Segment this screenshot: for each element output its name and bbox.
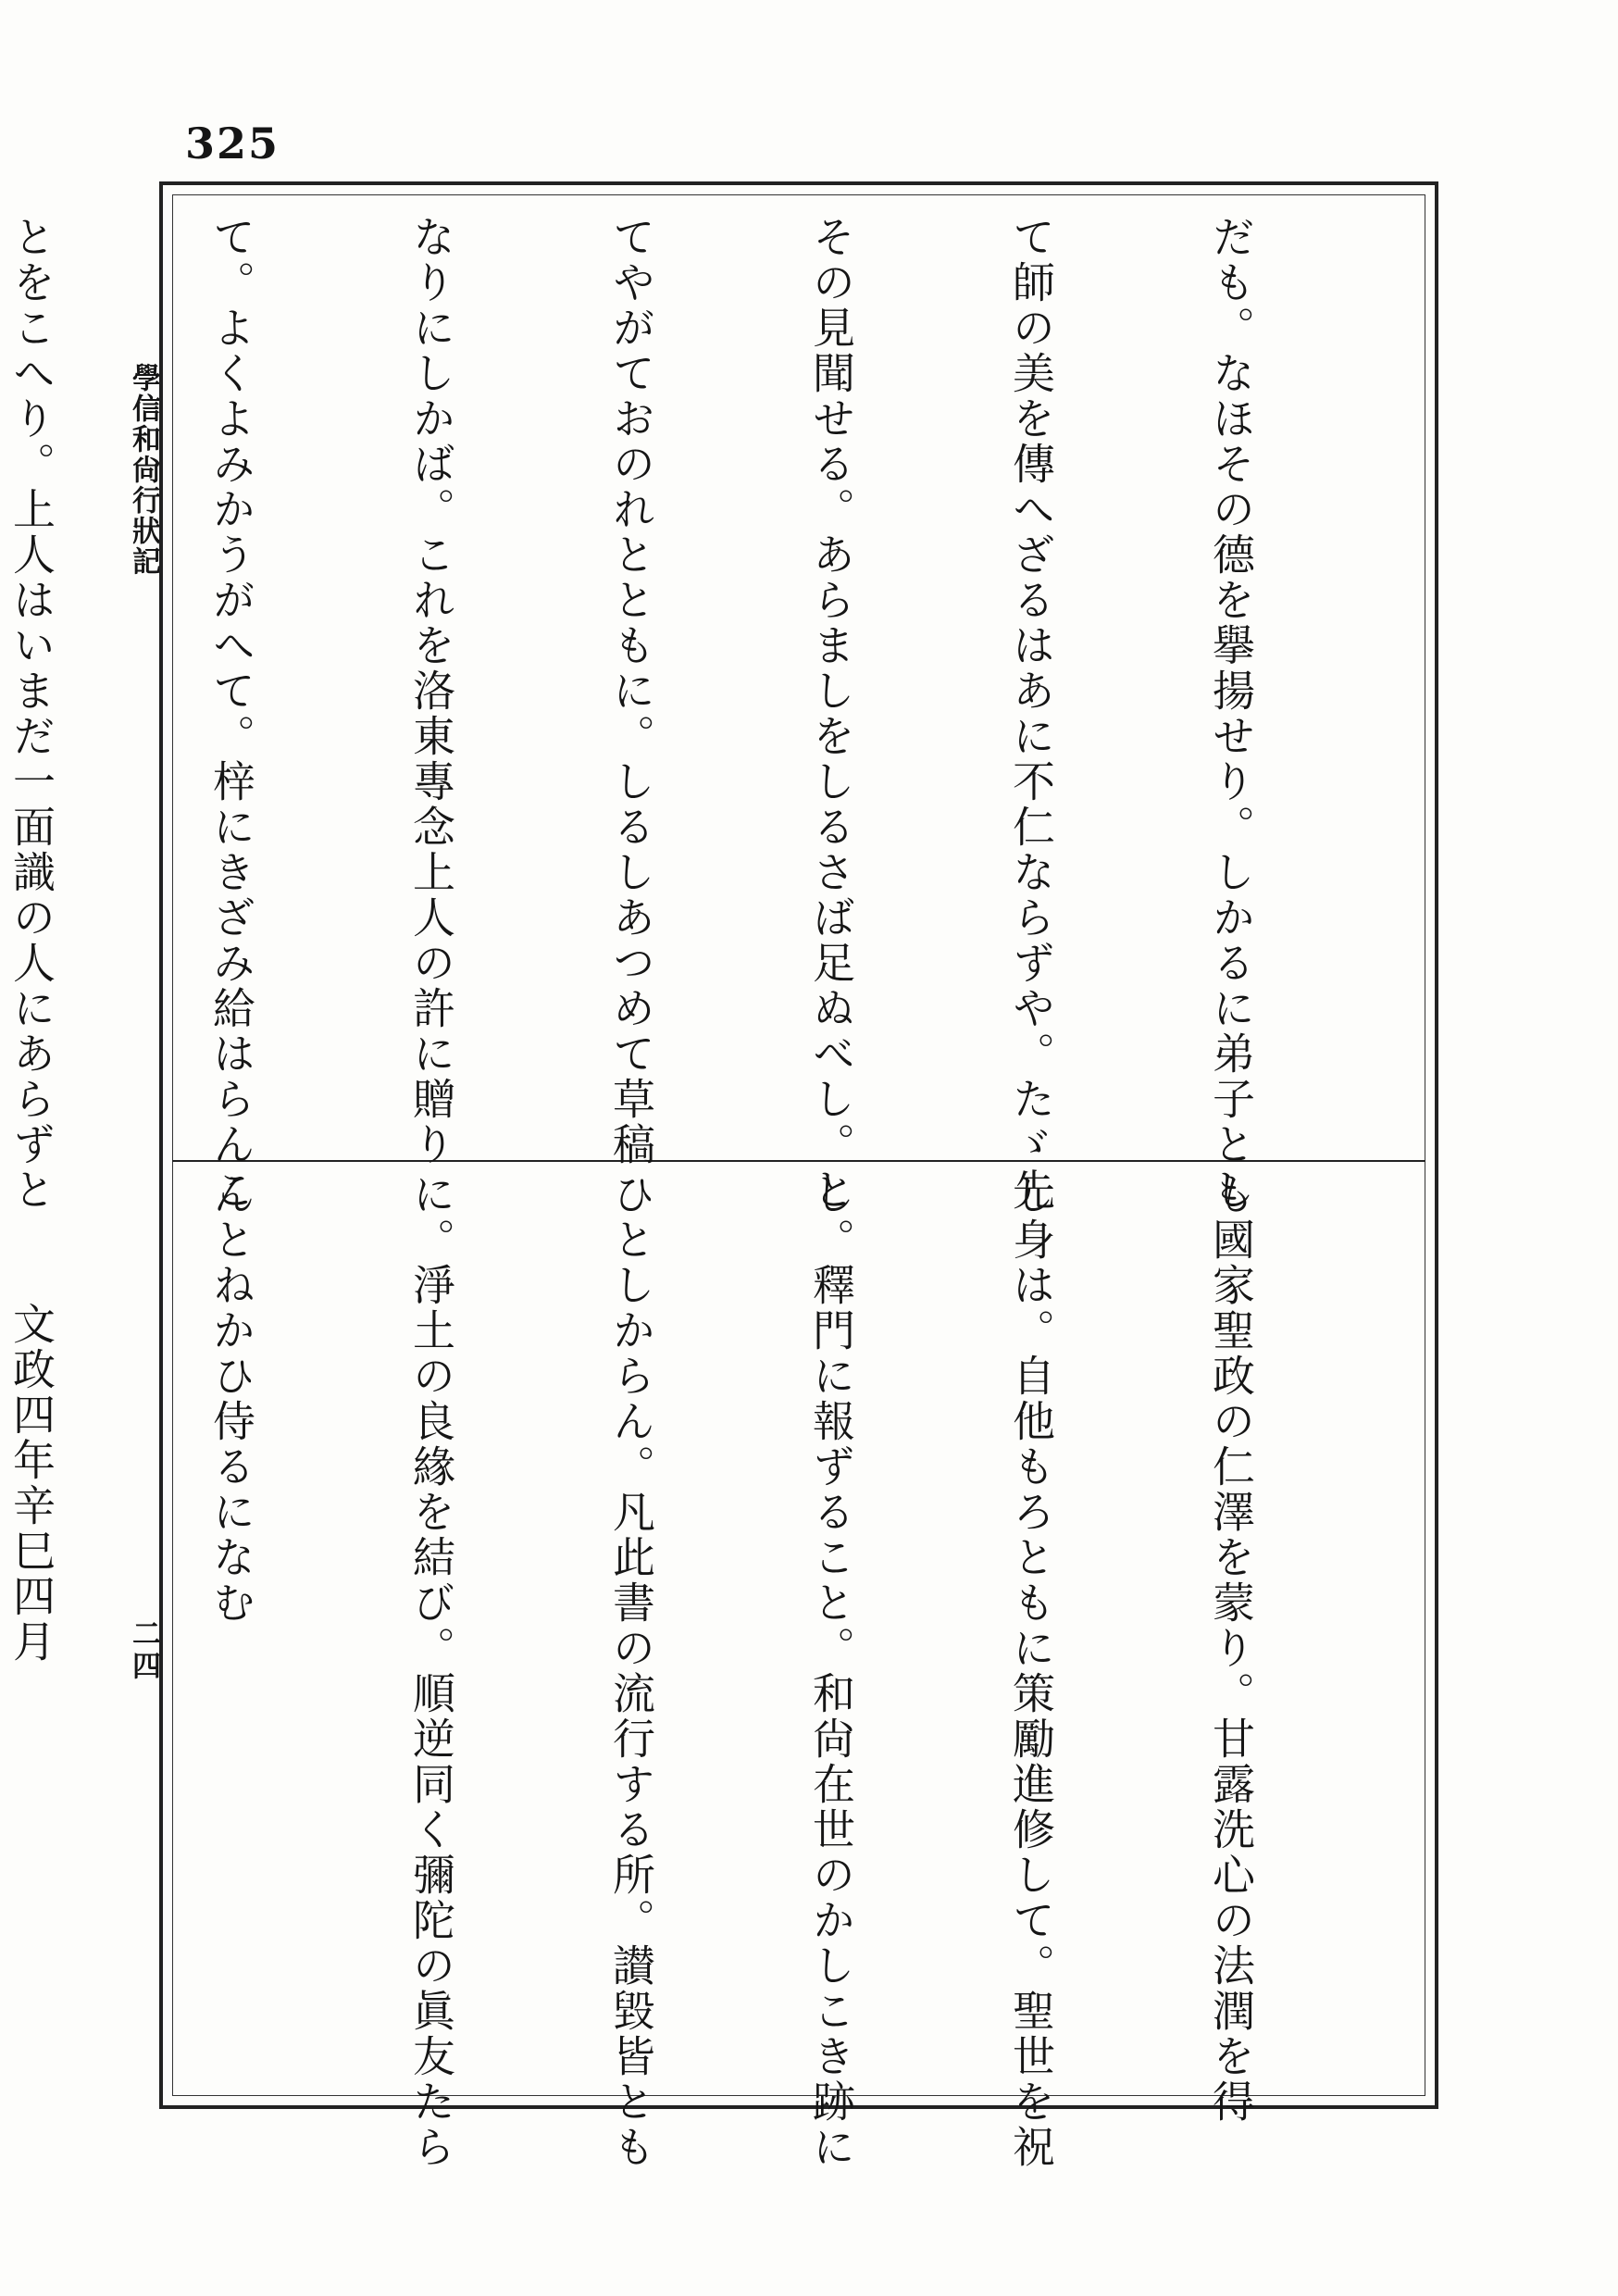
text-column: も國家聖政の仁澤を蒙り。甘露洗心の法潤を得 xyxy=(1206,1172,1256,2125)
text-column: だも。なほその德を擧揚せり。しかるに弟子とし xyxy=(1206,215,1256,1213)
text-column: ひとしからん。凡此書の流行する所。讃毀皆とも xyxy=(606,1172,656,2170)
text-column: し。釋門に報ずること。和尙在世のかしこき跡に xyxy=(806,1172,856,2170)
page-number: 325 xyxy=(185,119,280,168)
text-column: てやがておのれとともに。しるしあつめて草稿 xyxy=(606,215,656,1167)
text-column: に。淨土の良緣を結び。順逆同く彌陀の眞友たら xyxy=(406,1172,456,2170)
text-column: し身は。自他もろともに策勵進修して。聖世を祝 xyxy=(1006,1172,1056,2170)
running-title: 學信和尙行狀記 xyxy=(127,363,160,577)
folio-number: 二四 xyxy=(127,1618,160,1683)
preface-date: 文政四年辛巳四月 xyxy=(6,1302,56,1665)
text-column: て。よくよみかうがへて。梓にきざみ給はらんこ xyxy=(206,215,256,1213)
text-column: その見聞せる。あらましをしるさば足ぬべし。と xyxy=(806,215,856,1213)
text-column: て師の美を傳へざるはあに不仁ならずや。たゞ先 xyxy=(1006,215,1056,1213)
text-column: なりにしかば。これを洛東專念上人の許に贈り xyxy=(406,215,456,1167)
text-column: んとねかひ侍るになむ xyxy=(206,1172,256,1626)
text-column: とをこへり。上人はいまだ一面識の人にあらずと xyxy=(6,215,56,1213)
